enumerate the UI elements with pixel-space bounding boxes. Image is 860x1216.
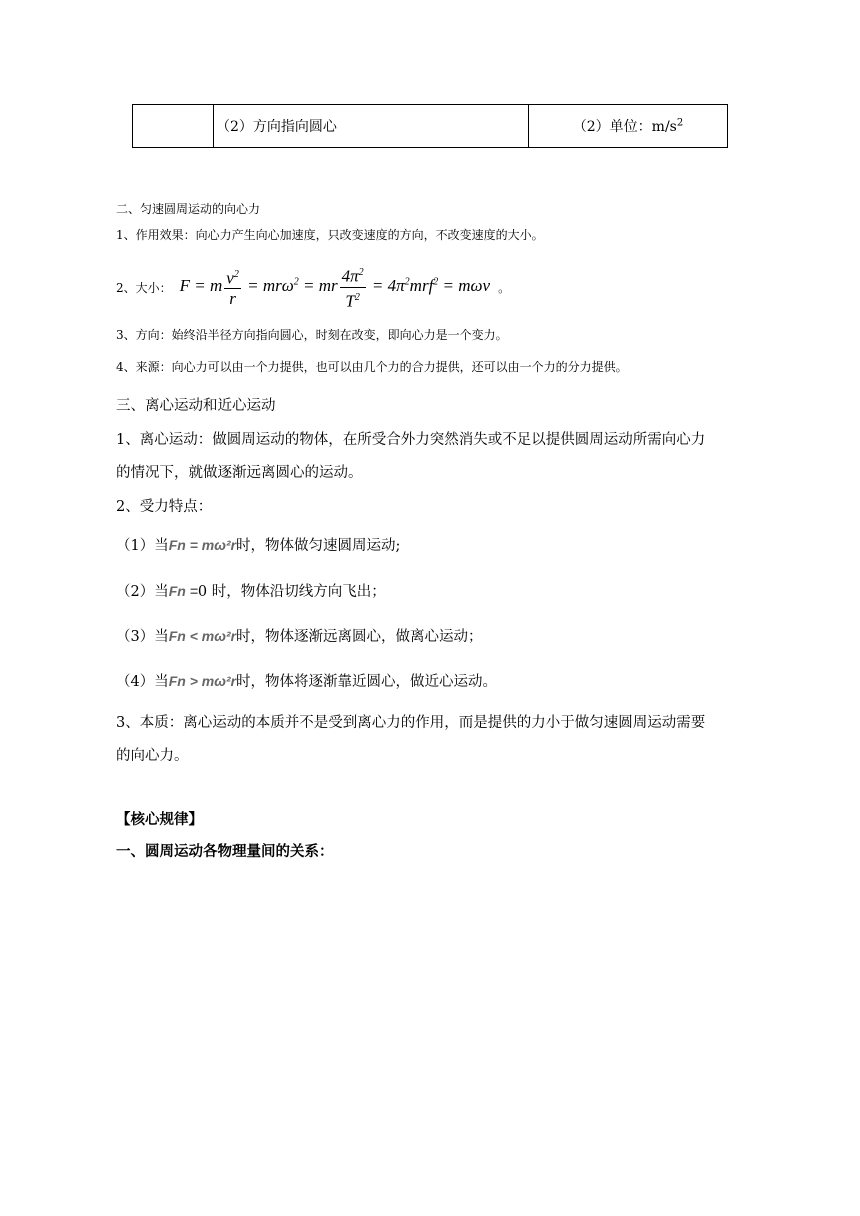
formula-image-1: Fn = mω²r	[168, 537, 237, 553]
table-cell-direction: （2）方向指向圆心	[214, 105, 529, 148]
source-item: 4、来源：向心力可以由一个力提供，也可以由几个力的合力提供，还可以由一个力的分力提供。	[116, 360, 628, 374]
condition-item-1: （1）当Fn = mω²r时，物体做匀速圆周运动;	[116, 537, 401, 554]
essence-line1: 3、本质：离心运动的本质并不是受到离心力的作用，而是提供的力小于做匀速圆周运动需要	[116, 715, 706, 731]
formula-image-2: Fn =	[168, 583, 198, 599]
section-heading-centrifugal: 三、离心运动和近心运动	[116, 398, 276, 414]
core-rules-heading: 【核心规律】	[116, 811, 203, 828]
magnitude-item: 2、大小： F = m $\frac{v^2}{r}$ = mrω$^2$ = mr $\frac{4\pi^2}{T^2}$ = $4\pi^2mrf^2 = m\omega v$ 。	[116, 262, 510, 312]
condition-item-4: （4）当Fn > mω²r时，物体将逐渐靠近圆心，做近心运动。	[116, 673, 498, 690]
direction-item: 3、方向：始终沿半径方向指向圆心，时刻在改变，即向心力是一个变力。	[116, 328, 508, 342]
force-characteristics: 2、受力特点：	[116, 499, 213, 515]
centrifugal-definition-line1: 1、离心运动：做圆周运动的物体，在所受合外力突然消失或不足以提供圆周运动所需向心力	[116, 432, 706, 448]
centrifugal-definition-line2: 的情况下，就做逐渐远离圆心的运动。	[116, 465, 363, 481]
section-heading-centripetal-force: 二、匀速圆周运动的向心力	[116, 202, 261, 216]
condition-item-3: （3）当Fn < mω²r时，物体逐渐远离圆心，做离心运动；	[116, 628, 483, 645]
property-table	[132, 104, 728, 148]
table-row	[133, 105, 728, 148]
table-cell-unit: （2）单位：$m/s^2$	[529, 105, 728, 148]
core-rules-subheading: 一、圆周运动各物理量间的关系：	[116, 843, 334, 860]
effect-item: 1、作用效果：向心力产生向心加速度，只改变速度的方向，不改变速度的大小。	[116, 228, 544, 242]
essence-line2: 的向心力。	[116, 748, 189, 764]
condition-item-2: （2）当Fn =0 时，物体沿切线方向飞出；	[116, 583, 386, 600]
formula-image-3: Fn < mω²r	[168, 628, 237, 644]
formula-image-4: Fn > mω²r	[168, 673, 237, 689]
table-cell-empty	[133, 105, 214, 148]
centripetal-force-formula: F = m $\frac{v^2}{r}$ = mrω$^2$ = mr $\frac{4\pi^2}{T^2}$ = $4\pi^2mrf^2 = m\omega v$	[180, 263, 490, 311]
